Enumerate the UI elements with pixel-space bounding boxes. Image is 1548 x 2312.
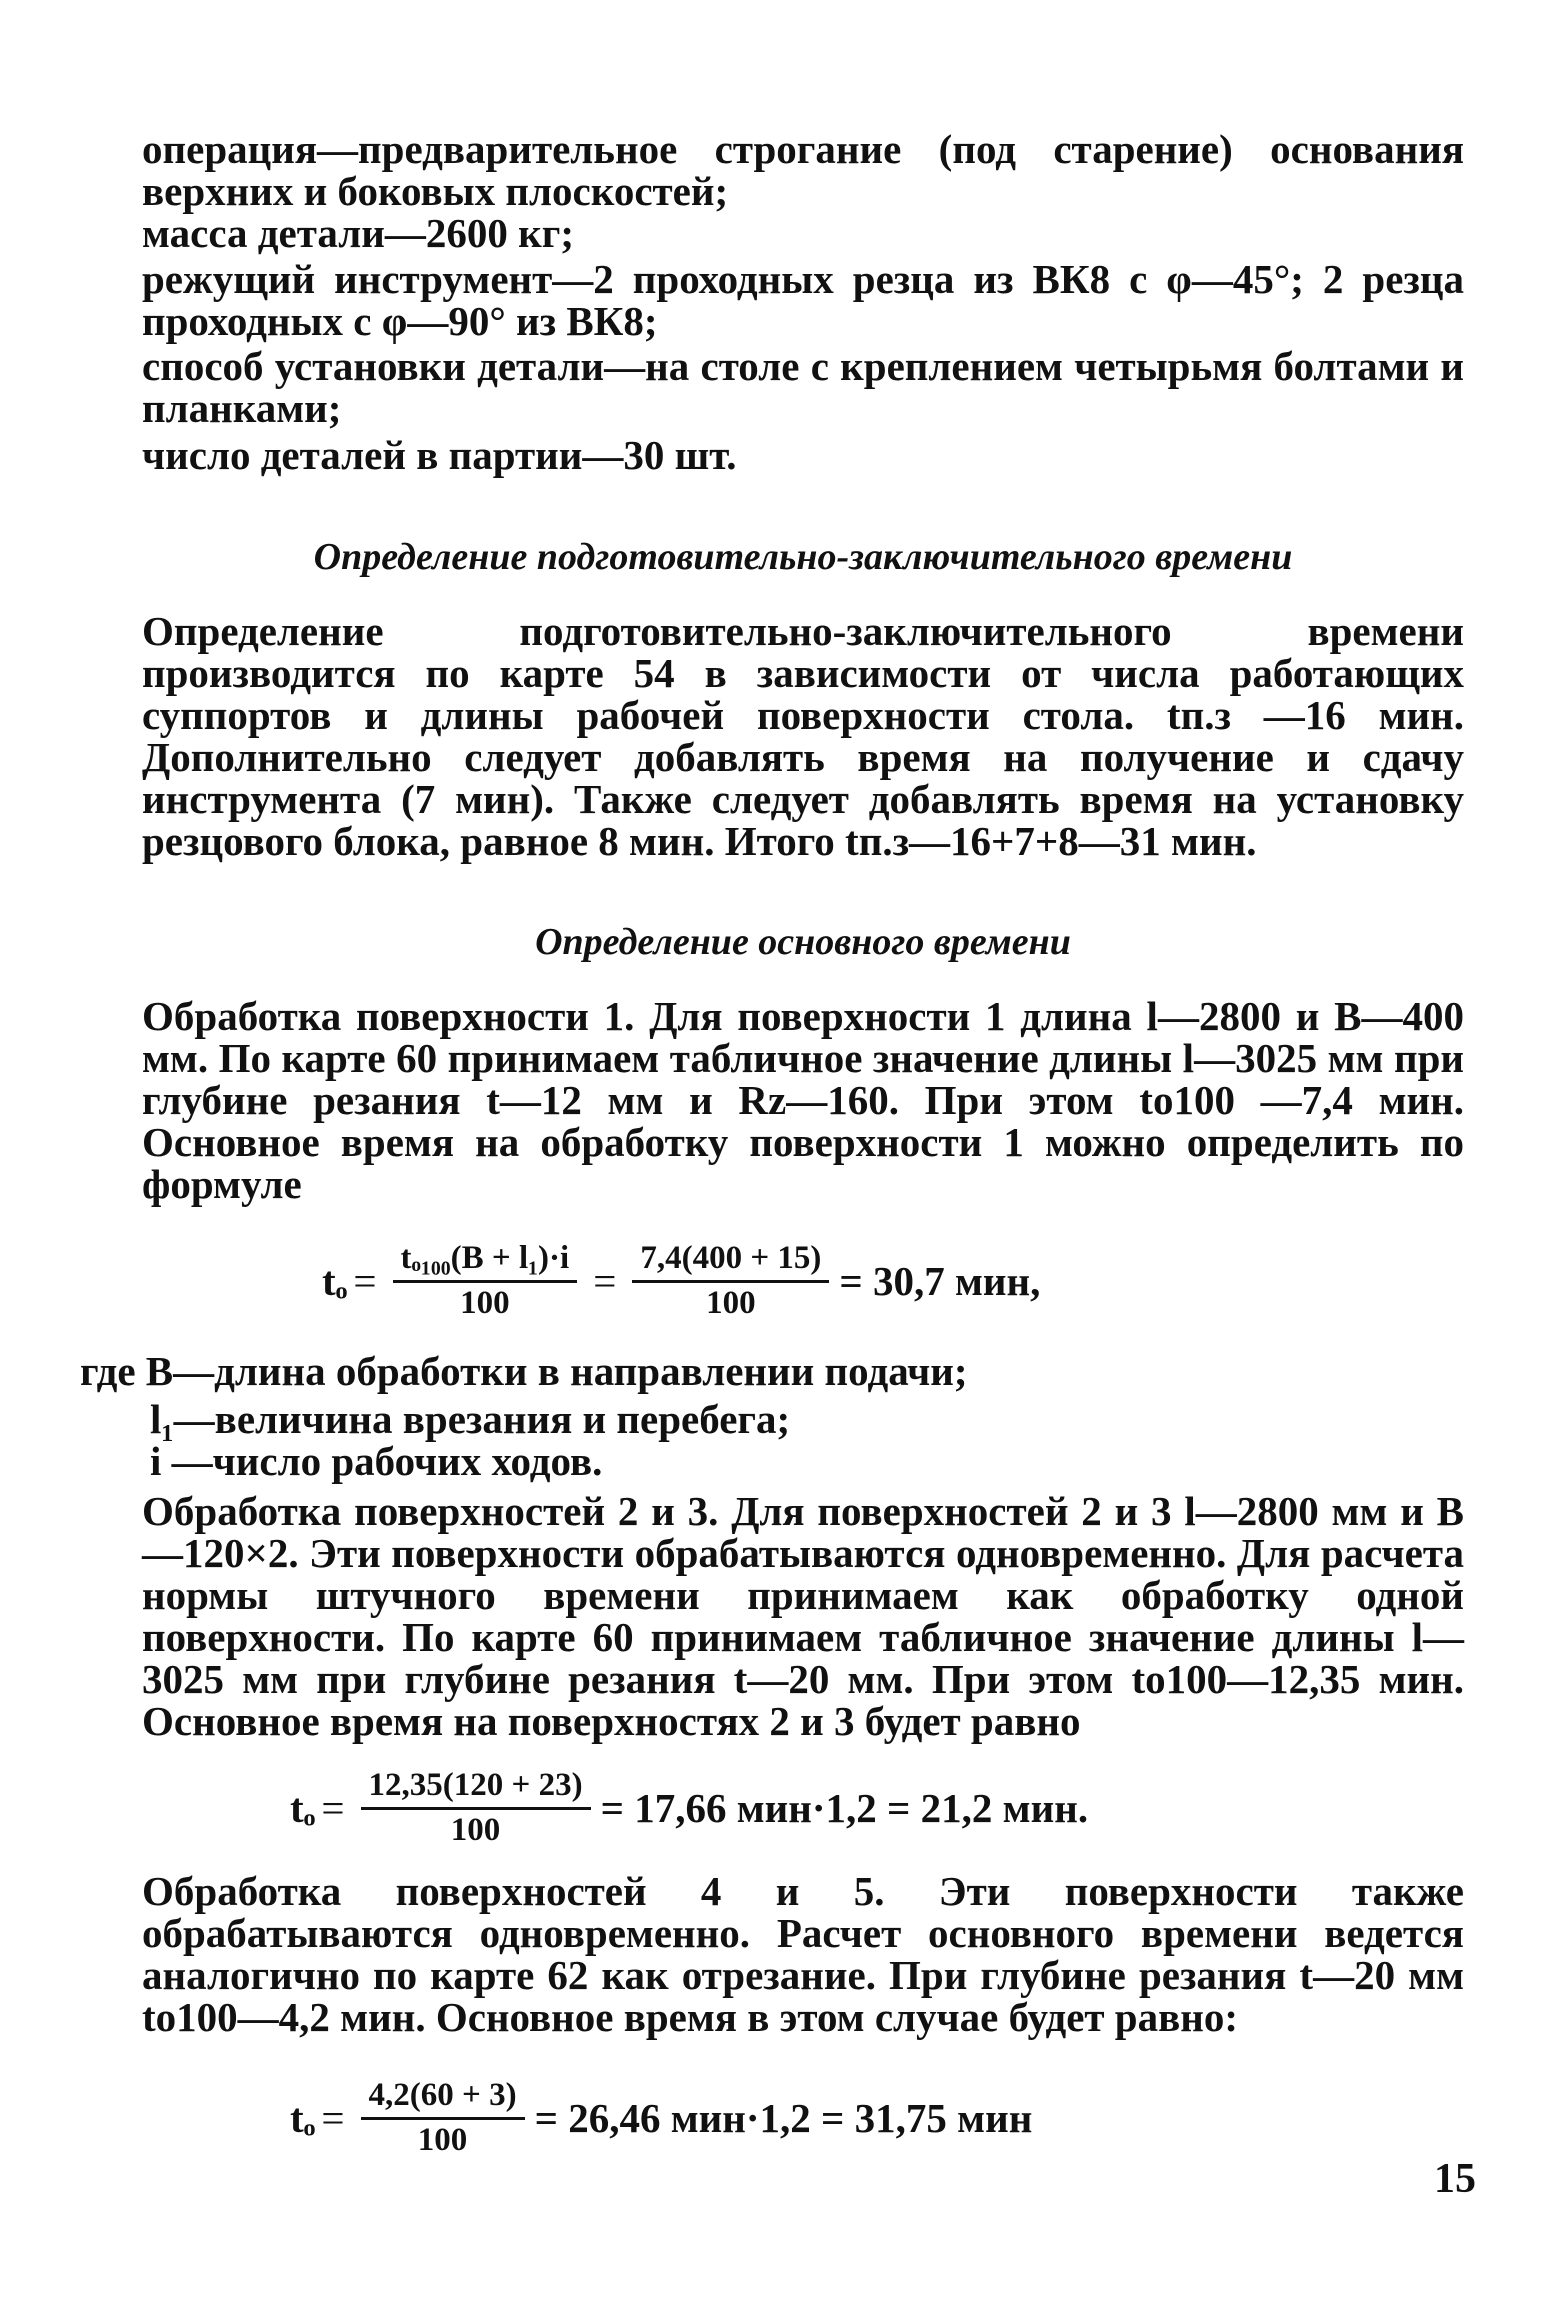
formula-1-denominator-2: 100	[706, 1285, 756, 1321]
surface-4-5-paragraph: Обработка поверхностей 4 и 5. Эти поверхности также обрабатываются одновременно. Расчет основного времени ведется аналогично по карте 62 как отрезание. При глубине резания t—20 мм to100—4,2 мин. Основное время в этом случае будет равно:	[142, 1868, 1464, 2040]
formula-1-fraction-1	[393, 1238, 578, 1323]
page-number: 15	[1434, 2156, 1476, 2202]
formula-1-fraction-2	[632, 1238, 829, 1323]
formula-2-lhs: tₒ	[290, 1784, 316, 1831]
prep-time-paragraph: Определение подготовительно-заключительного времени производится по карте 54 в зависимости от числа работающих суппортов и длины рабочей поверхности стола. tп.з —16 мин. Дополнительно следует добавлять время на получение и сдачу инструмента (7 мин). Также следует добавлять время на установку резцового блока, равное 8 мин. Итого tп.з—16+7+8—31 мин.	[142, 608, 1464, 864]
formula-1-eq-2: =	[593, 1257, 617, 1304]
intro-tool: режущий инструмент—2 проходных резца из ВК8 с φ—45°; 2 резца проходных с φ—90° из ВК8;	[142, 256, 1464, 344]
formula-1-numerator-2: 7,4(400 + 15)	[632, 1238, 829, 1283]
formula-3-numerator: 4,2(60 + 3)	[361, 2075, 525, 2120]
intro-operation: операция—предварительное строгание (под старение) основания верхних и боковых плоскостей;	[142, 126, 1464, 214]
formula-surface-1	[322, 1238, 1040, 1323]
section-heading-prep-time: Определение подготовительно-заключительного времени	[313, 536, 1293, 578]
formula-1-result: = 30,7 мин,	[839, 1257, 1041, 1304]
surface-2-3-paragraph: Обработка поверхностей 2 и 3. Для поверхностей 2 и 3 l—2800 мм и B—120×2. Эти поверхности обрабатываются одновременно. Для расчета нормы штучного времени принимаем как обработку одной поверхности. По карте 60 принимаем табличное значение длины l—3025 мм при глубине резания t—20 мм. При этом to100—12,35 мин. Основное время на поверхностях 2 и 3 будет равно	[142, 1488, 1464, 1744]
where-line-3: i —число рабочих ходов.	[150, 1438, 603, 1484]
formula-3-eq: =	[321, 2094, 345, 2141]
formula-3-lhs: tₒ	[290, 2094, 316, 2141]
formula-1-denominator-1: 100	[460, 1285, 510, 1321]
formula-1-eq-1: =	[353, 1257, 377, 1304]
formula-2-denominator: 100	[450, 1812, 501, 1848]
formula-1-numerator-1: tₒ₁₀₀(B + l₁)·i	[393, 1238, 578, 1283]
intro-mass: масса детали—2600 кг;	[142, 210, 575, 256]
formula-surface-2-3	[290, 1765, 1088, 1850]
formula-surface-4-5	[290, 2075, 1032, 2160]
formula-1-lhs: tₒ	[322, 1257, 348, 1304]
formula-2-fraction	[361, 1765, 591, 1850]
formula-2-numerator: 12,35(120 + 23)	[361, 1765, 591, 1810]
formula-3-fraction	[361, 2075, 525, 2160]
formula-3-result: = 26,46 мин·1,2 = 31,75 мин	[534, 2094, 1033, 2141]
section-heading-main-time: Определение основного времени	[535, 921, 1071, 963]
surface-1-paragraph: Обработка поверхности 1. Для поверхности 1 длина l—2800 и B—400 мм. По карте 60 принимаем табличное значение длины l—3025 мм при глубине резания t—12 мм и Rz—160. При этом to100 —7,4 мин. Основное время на обработку поверхности 1 можно определить по формуле	[142, 993, 1464, 1207]
where-line-1: где B—длина обработки в направлении подачи;	[80, 1348, 968, 1394]
formula-2-eq: =	[321, 1784, 345, 1831]
formula-3-denominator: 100	[417, 2122, 468, 2158]
intro-batch: число деталей в партии—30 шт.	[142, 432, 737, 478]
formula-2-result: = 17,66 мин·1,2 = 21,2 мин.	[600, 1784, 1089, 1831]
where-line-2: l₁—величина врезания и перебега;	[150, 1396, 791, 1442]
intro-mounting: способ установки детали—на столе с креплением четырьмя болтами и планками;	[142, 343, 1464, 431]
